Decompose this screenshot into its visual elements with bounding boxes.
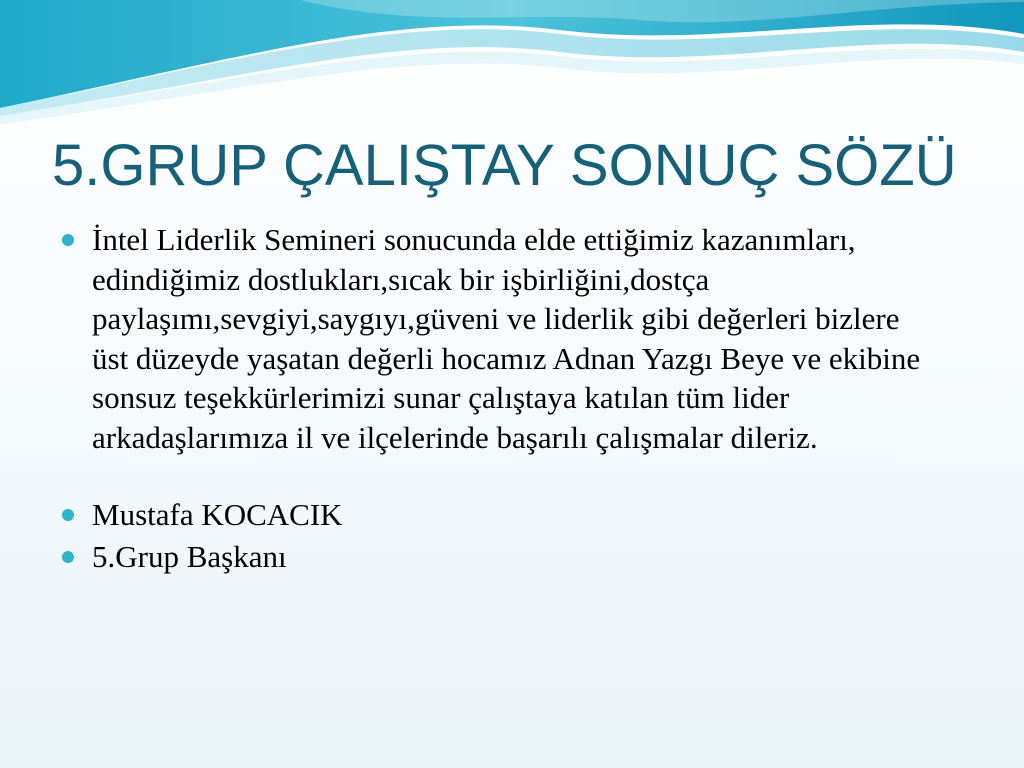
bullet-item-signatory-role xyxy=(62,537,942,577)
bullet-text: İntel Liderlik Semineri sonucunda elde ettiğimiz kazanımları, edindiğimiz dostlukları,sıcak bir işbirliğini,dostça paylaşımı,sevgiyi,saygıyı,güveni ve liderlik gibi değerleri bizlere üst düzeyde yaşatan değerli hocamız Adnan Yazgı Beye ve ekibine sonsuz teşekkürlerimizi sunar çalıştaya katılan tüm lider arkadaşlarımıza il ve ilçelerinde başarılı çalışmalar dileriz. xyxy=(92,222,921,455)
bullet-dot-icon xyxy=(62,509,74,521)
bullet-list xyxy=(62,220,942,576)
bullet-text: 5.Grup Başkanı xyxy=(92,538,287,574)
bullet-text: Mustafa KOCACIK xyxy=(92,497,343,532)
slide-title: 5.GRUP ÇALIŞTAY SONUÇ SÖZÜ xyxy=(52,133,957,198)
decorative-wave-banner xyxy=(0,0,1024,130)
bullet-dot-icon xyxy=(62,551,74,563)
bullet-dot-icon xyxy=(62,234,74,246)
bullet-item-closing-statement xyxy=(62,220,942,457)
bullet-item-signatory-name xyxy=(62,495,942,535)
